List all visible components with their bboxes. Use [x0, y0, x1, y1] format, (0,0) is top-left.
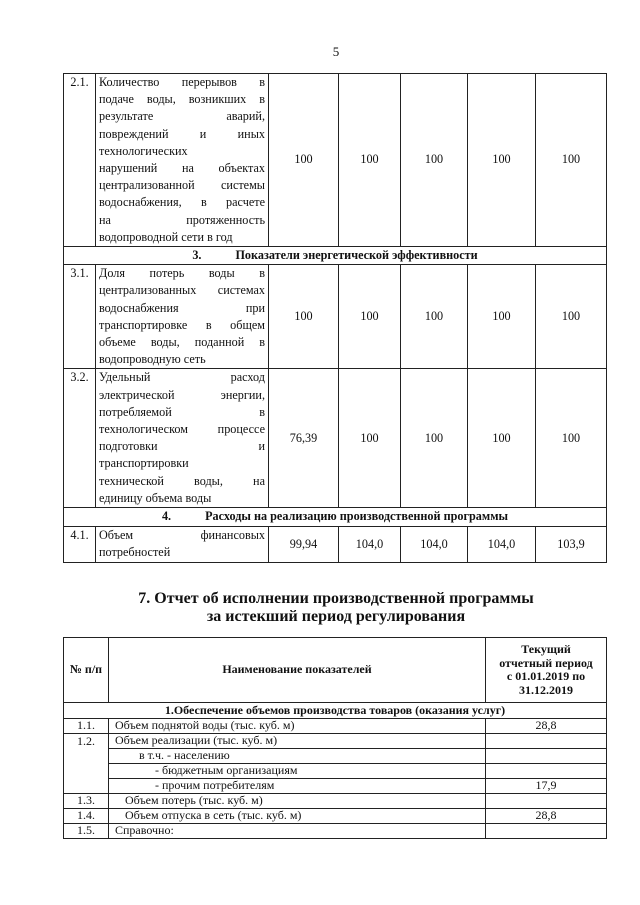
value-cell: 100 [269, 265, 339, 369]
table-row [64, 824, 607, 839]
value-cell: 100 [401, 369, 468, 508]
description-line: Доля потерь воды в [99, 266, 265, 281]
table-row [64, 809, 607, 824]
description-line: технологическом процессе [99, 422, 265, 437]
header-period-line: Текущий [521, 642, 571, 656]
table-row [64, 734, 607, 749]
row-name: Объем потерь (тыс. куб. м) [109, 794, 486, 809]
value-cell: 104,0 [339, 527, 401, 563]
value-cell: 76,39 [269, 369, 339, 508]
description-line: результате аварий, [99, 109, 265, 124]
section-title: 1.Обеспечение объемов производства товаров (оказания услуг) [64, 703, 607, 719]
row-number: 1.3. [64, 794, 109, 809]
row-name: в т.ч. - населению [109, 749, 486, 764]
value-cell: 100 [536, 369, 607, 508]
row-value [486, 734, 607, 749]
description-line: водоснабжения при [99, 300, 265, 315]
table-row [64, 764, 607, 779]
section-title: Расходы на реализацию производственной программы [205, 509, 509, 524]
row-name: Объем отпуска в сеть (тыс. куб. м) [109, 809, 486, 824]
header-period-line: 31.12.2019 [519, 682, 573, 697]
section-row [64, 508, 607, 527]
table-row [64, 749, 607, 764]
row-description [96, 527, 269, 563]
row-number [64, 779, 109, 794]
page-number: 5 [332, 44, 340, 59]
value-cell: 100 [536, 265, 607, 369]
row-name: Объем поднятой воды (тыс. куб. м) [109, 719, 486, 734]
table-row [64, 369, 607, 508]
indicators-table [63, 73, 607, 563]
value-cell: 100 [339, 74, 401, 247]
description-line: водоснабжения, в расчете [99, 195, 265, 210]
description-line: на протяженность [99, 212, 265, 227]
row-description [96, 74, 269, 247]
header-period [486, 638, 607, 703]
section-row [64, 703, 607, 719]
row-value [486, 824, 607, 839]
value-cell: 103,9 [536, 527, 607, 563]
description-line: водопроводной сети в год [99, 229, 233, 244]
value-cell: 100 [468, 369, 536, 508]
value-cell: 100 [468, 74, 536, 247]
row-name: Справочно: [109, 824, 486, 839]
row-number: 3.1. [64, 265, 96, 369]
row-number: 2.1. [64, 74, 96, 247]
row-number [64, 749, 109, 764]
row-number: 4.1. [64, 527, 96, 563]
table-row [64, 265, 607, 369]
description-line: подаче воды, возникших в [99, 92, 265, 107]
row-number: 3.2. [64, 369, 96, 508]
description-line: объеме воды, поданной в [99, 335, 265, 350]
row-name: Объем реализации (тыс. куб. м) [109, 734, 486, 749]
description-line: электрической энергии, [99, 387, 265, 402]
table-row [64, 719, 607, 734]
table-row [64, 794, 607, 809]
description-line: нарушений на объектах [99, 161, 265, 176]
row-number: 1.1. [64, 719, 109, 734]
report-table [63, 637, 607, 839]
table-row [64, 527, 607, 563]
row-name: - прочим потребителям [109, 779, 486, 794]
row-value [486, 794, 607, 809]
row-value: 28,8 [486, 809, 607, 824]
row-number [64, 764, 109, 779]
value-cell: 100 [468, 265, 536, 369]
row-value [486, 764, 607, 779]
header-period-line: отчетный период [499, 655, 593, 670]
description-line: Удельный расход [99, 370, 265, 385]
value-cell: 100 [339, 369, 401, 508]
section-title: Показатели энергетической эффективности [235, 248, 478, 263]
description-line: технологических [99, 143, 188, 158]
description-line: транспортировке в общем [99, 317, 265, 332]
description-line: технической воды, на [99, 473, 265, 488]
value-cell: 100 [339, 265, 401, 369]
value-cell: 104,0 [468, 527, 536, 563]
value-cell: 100 [401, 74, 468, 247]
row-value: 28,8 [486, 719, 607, 734]
description-line: Объем финансовых [99, 528, 265, 543]
description-line: потребностей [99, 545, 171, 560]
description-line: централизованной системы [99, 178, 265, 193]
header-period-line: с 01.01.2019 по [506, 669, 586, 683]
row-number: 1.5. [64, 824, 109, 839]
section-number: 4. [161, 509, 172, 524]
table-row [64, 779, 607, 794]
row-value: 17,9 [486, 779, 607, 794]
header-name: Наименование показателей [109, 638, 486, 703]
value-cell: 100 [269, 74, 339, 247]
row-name: - бюджетным организациям [109, 764, 486, 779]
description-line: транспортировки [99, 456, 189, 471]
report-heading-line2: за истекший период регулирования [206, 608, 466, 625]
row-description [96, 265, 269, 369]
description-line: потребляемой в [99, 404, 265, 419]
table-row [64, 74, 607, 247]
value-cell: 99,94 [269, 527, 339, 563]
section-row [64, 247, 607, 265]
description-line: Количество перерывов в [99, 75, 265, 89]
row-number: 1.2. [64, 734, 109, 749]
row-number: 1.4. [64, 809, 109, 824]
row-value [486, 749, 607, 764]
row-description [96, 369, 269, 508]
description-line: повреждений и иных [99, 126, 265, 141]
description-line: подготовки и [99, 439, 265, 454]
report-heading-line1: 7. Отчет об исполнении производственной программы [138, 590, 534, 607]
description-line: водопроводную сеть [99, 352, 206, 367]
description-line: единицу объема воды [99, 490, 212, 505]
value-cell: 100 [536, 74, 607, 247]
section-number: 3. [192, 248, 202, 263]
header-num: № п/п [64, 638, 109, 703]
value-cell: 100 [401, 265, 468, 369]
header-row [64, 638, 607, 703]
value-cell: 104,0 [401, 527, 468, 563]
description-line: централизованных системах [99, 283, 265, 298]
